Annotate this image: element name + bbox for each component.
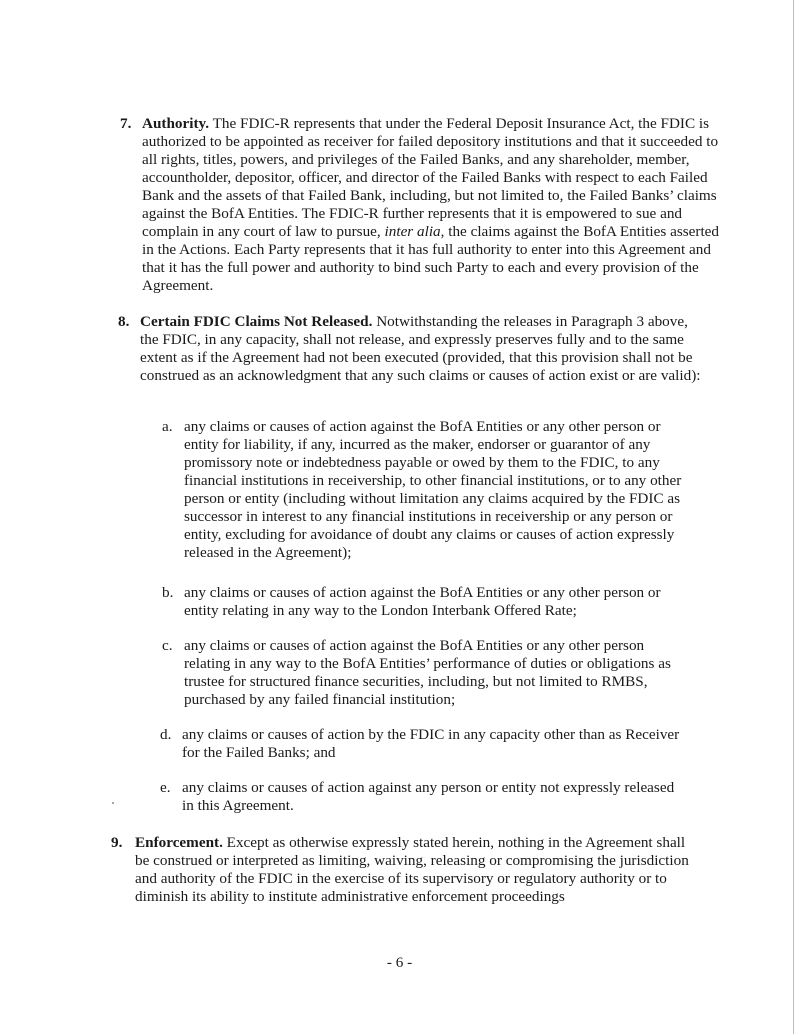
scan-edge-line (793, 0, 794, 1034)
paragraph-7 (120, 115, 720, 295)
list-item-text: any claims or causes of action against the BofA Entities or any other person or entity relating in any way to the London Interbank Offered Rate; (184, 584, 661, 619)
paragraph-9 (111, 834, 701, 906)
paragraph-number: 9. (111, 834, 123, 851)
list-item-b (162, 584, 682, 620)
list-item-letter: d. (160, 726, 172, 743)
list-item-a (162, 418, 682, 562)
paragraph-body (135, 834, 701, 906)
paragraph-8 (118, 313, 708, 385)
list-item-d (160, 726, 680, 762)
paragraph-body (140, 313, 708, 385)
list-item-c (162, 637, 682, 709)
paragraph-text: Notwithstanding the releases in Paragraph 3 above, the FDIC, in any capacity, shall not release, and expressly preserves fully and to the same extent as if the Agreement had not been executed (provided, that this provision shall not be construed as an acknowledgment that any such claims or causes of action exist or are valid): (140, 313, 701, 384)
paragraph-heading: Authority. (142, 115, 210, 132)
list-item-letter: e. (160, 779, 171, 796)
list-item-text: any claims or causes of action against the BofA Entities or any other person relating in any way to the BofA Entities’ performance of duties or obligations as trustee for structured finance securities, including, but not limited to RMBS, purchased by any failed financial institution; (184, 637, 671, 708)
list-item-letter: c. (162, 637, 173, 654)
paragraph-number: 8. (118, 313, 130, 330)
page-number: - 6 - (386, 954, 413, 971)
list-item-letter: b. (162, 584, 174, 601)
list-item-text: any claims or causes of action by the FDIC in any capacity other than as Receiver for the Failed Banks; and (182, 726, 680, 761)
paragraph-body (142, 115, 720, 295)
paragraph-heading: Enforcement. (135, 834, 223, 851)
list-item-text: any claims or causes of action against any person or entity not expressly released in this Agreement. (182, 779, 675, 814)
list-item-letter: a. (162, 418, 173, 435)
scan-speck (112, 802, 114, 804)
paragraph-text: Except as otherwise expressly stated herein, nothing in the Agreement shall be construed or interpreted as limiting, waiving, releasing or compromising the jurisdiction and authority of the FDIC in the exercise of its supervisory or regulatory authority or to diminish its ability to institute administrative enforcement proceedings (135, 834, 689, 905)
list-item-text: any claims or causes of action against the BofA Entities or any other person or entity for liability, if any, incurred as the maker, endorser or guarantor of any promissory note or indebtedness payable or owed by them to the FDIC, to any financial institutions in receivership, to other financial institutions, or to any other person or entity (including without limitation any claims acquired by the FDIC as successor in interest to any financial institutions in receivership or any person or entity, excluding for avoidance of doubt any claims or causes of action expressly released in the Agreement); (184, 418, 682, 561)
paragraph-text-continued: , the claims against the BofA Entities asserted in the Actions. Each Party represents that it has full authority to enter into this Agreement and that it has the full power and authority to bind such Party to each and every provision of the Agreement. (142, 223, 720, 294)
italic-text: inter alia (384, 223, 441, 240)
paragraph-text: The FDIC-R represents that under the Federal Deposit Insurance Act, the FDIC is authorized to be appointed as receiver for failed depository institutions and that it succeeded to all rights, titles, powers, and privileges of the Failed Banks, and any shareholder, member, accountholder, depositor, officer, and director of the Failed Banks with respect to each Failed Bank and the assets of that Failed Bank, including, but not limited to, the Failed Banks’ claims against the BofA Entities. The FDIC-R further represents that it is empowered to sue and complain in any court of law to pursue, (142, 115, 719, 240)
paragraph-number: 7. (120, 115, 132, 132)
list-item-e (160, 779, 680, 815)
paragraph-heading: Certain FDIC Claims Not Released. (140, 313, 373, 330)
